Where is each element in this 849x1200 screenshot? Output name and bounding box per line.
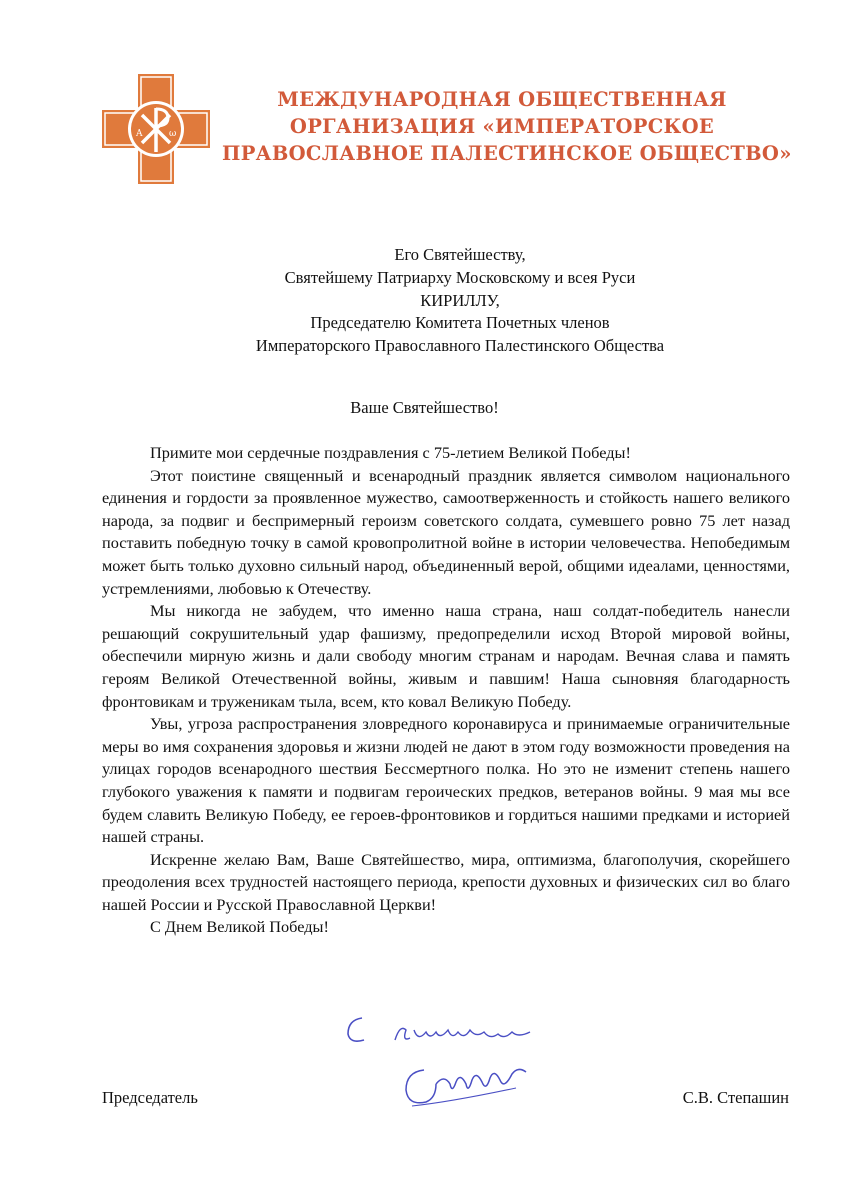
cross-emblem-icon [100, 72, 212, 186]
handwritten-signature [340, 1010, 540, 1120]
paragraph: Мы никогда не забудем, что именно наша страна, наш солдат-победитель нанесли решающий сокрушительный удар фашизму, предопределили исход Второй мировой войны, обеспечили мирную жизнь и дали свободу многим странам и народам. Вечная слава и память героям Великой Отечественной войны, живым и павшим! Наша сыновняя благодарность фронтовикам и труженикам тыла, всем, кто ковал Великую Победу. [102, 601, 790, 711]
signatory-position: Председатель [102, 1088, 198, 1107]
signatory-name: С.В. Степашин [682, 1088, 789, 1107]
paragraph: Примите мои сердечные поздравления с 75-летием Великой Победы! [150, 443, 631, 462]
org-title-line: МЕЖДУНАРОДНАЯ ОБЩЕСТВЕННАЯ [277, 88, 727, 111]
paragraph: С Днем Великой Победы! [150, 917, 329, 937]
svg-text:ω: ω [169, 129, 177, 139]
salutation: Ваше Святейшество! [350, 398, 499, 417]
addressee-block [150, 244, 770, 358]
addressee-line: Его Святейшеству, [394, 245, 526, 264]
paragraph: Этот поистине священный и всенародный праздник является символом национального единения и гордости за проявленное мужество, самоотверженность и стойкость нашего великого народа, за подвиг и беспримерный героизм советского солдата, сумевшего ровно 75 лет назад поставить победную точку в самой кровопролитной войне в истории человечества. Непобедимым может быть только духовно сильный народ, объединенный верой, общими идеалами, ценностями, устремлениями, любовью к Отечеству. [102, 465, 790, 598]
org-title-line: ПРАВОСЛАВНОЕ ПАЛЕСТИНСКОЕ ОБЩЕСТВО» [222, 142, 792, 165]
addressee-line: КИРИЛЛУ, [420, 290, 500, 310]
paragraph: Искренне желаю Вам, Ваше Святейшество, мира, оптимизма, благополучия, скорейшего преодоления всех трудностей настоящего периода, крепости духовных и физических сил во благо нашей России и Русской Православной Церкви! [102, 849, 790, 914]
svg-text:A: A [136, 129, 143, 139]
letter-body [102, 442, 790, 939]
addressee-line: Святейшему Патриарху Московскому и всея Руси [284, 267, 636, 287]
organization-title [222, 86, 792, 167]
org-title-line: ОРГАНИЗАЦИЯ «ИМПЕРАТОРСКОЕ [289, 115, 715, 138]
addressee-line: Председателю Комитета Почетных членов [310, 313, 610, 333]
paragraph: Увы, угроза распространения зловредного коронавируса и принимаемые ограничительные меры во имя сохранения здоровья и жизни людей не дают в этом году возможности проведения на улицах городов всенародного шествия Бессмертного полка. Но это не изменит степень нашего глубокого уважения к памяти и подвигам героических предков, ветеранов войны. 9 мая мы все будем славить Великую Победу, ее героев-фронтовиков и гордиться нашими предками и историей нашей страны. [102, 714, 790, 847]
addressee-line: Императорского Православного Палестинского Общества [255, 336, 665, 356]
